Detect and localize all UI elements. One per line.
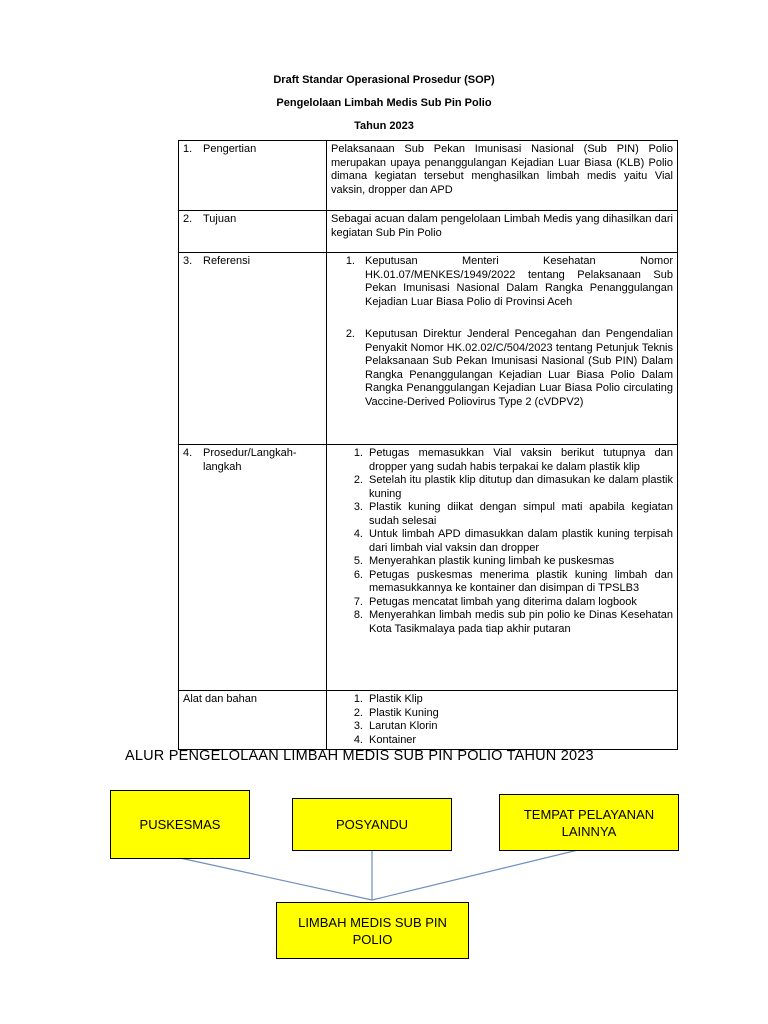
list-item: 1. Keputusan Menteri Kesehatan Nomor HK.01.07/MENKES/1949/2022 tentang Pelaksanaan Sub Pekan Imunisasi Nasional Dalam Rangka Penanggulangan Kejadian Luar Biasa Polio di Provinsi Aceh bbox=[345, 255, 673, 308]
list-item: 4. Kontainer bbox=[353, 733, 417, 746]
doc-title: Draft Standar Operasional Prosedur (SOP) bbox=[273, 74, 495, 86]
list-item: 5. Menyerahkan plastik kuning limbah ke puskesmas bbox=[353, 555, 615, 567]
row-label: Referensi bbox=[203, 255, 251, 267]
box-limbah-medis: LIMBAH MEDIS SUB PIN POLIO bbox=[276, 902, 469, 959]
doc-subtitle: Pengelolaan Limbah Medis Sub Pin Polio bbox=[276, 97, 492, 109]
list-item: 4. Untuk limbah APD dimasukkan dalam plastik kuning terpisah dari limbah vial vaksin dan dropper bbox=[353, 528, 673, 554]
list-item: 7. Petugas mencatat limbah yang diterima dalam logbook bbox=[353, 595, 637, 608]
connector-puskesmas bbox=[180, 858, 372, 900]
row-label: Pengertian bbox=[203, 143, 257, 155]
list-item: 8. Menyerahkan limbah medis sub pin polio ke Dinas Kesehatan Kota Tasikmalaya pada tiap akhir putaran bbox=[353, 609, 673, 635]
list-item: 1. Petugas memasukkan Vial vaksin berikut tutupnya dan dropper yang sudah habis terpakai ke dalam plastik klip bbox=[353, 447, 673, 473]
box-posyandu: POSYANDU bbox=[292, 798, 452, 851]
doc-year: Tahun 2023 bbox=[354, 120, 414, 132]
row-content: Pelaksanaan Sub Pekan Imunisasi Nasional (Sub PIN) Polio merupakan upaya penanggulangan Kejadian Luar Biasa (KLB) Polio dimana kegiatan tersebut menghasilkan limbah medis yaitu Vial vaksin, dropper dan APD bbox=[327, 141, 678, 211]
row-number: 4. bbox=[183, 447, 193, 459]
list-item: 2. Plastik Kuning bbox=[353, 706, 439, 719]
box-tempat-pelayanan: TEMPAT PELAYANAN LAINNYA bbox=[499, 794, 679, 851]
row-content: Sebagai acuan dalam pengelolaan Limbah Medis yang dihasilkan dari kegiatan Sub Pin Polio bbox=[327, 211, 678, 253]
row-label: Tujuan bbox=[203, 213, 237, 225]
list-item: 6. Petugas puskesmas menerima plastik kuning limbah dan memasukkannya ke kontainer dan disimpan di TPSLB3 bbox=[353, 568, 673, 594]
list-item: 3. Plastik kuning diikat dengan simpul mati apabila kegiatan sudah selesai bbox=[353, 501, 673, 527]
row-number: 3. bbox=[183, 255, 193, 267]
list-item: 3. Larutan Klorin bbox=[353, 720, 438, 732]
row-label: Prosedur/Langkah-langkah bbox=[203, 447, 297, 473]
connector-tempat bbox=[372, 850, 578, 900]
row-number: 1. bbox=[183, 143, 193, 155]
box-puskesmas: PUSKESMAS bbox=[110, 790, 250, 859]
row-number: 2. bbox=[183, 213, 193, 225]
list-item: 1. Plastik Klip bbox=[353, 693, 423, 705]
list-item: 2. Setelah itu plastik klip ditutup dan dimasukan ke dalam plastik kuning bbox=[353, 474, 673, 500]
flow-title: ALUR PENGELOLAAN LIMBAH MEDIS SUB PIN POLIO TAHUN 2023 bbox=[125, 748, 594, 764]
list-item: 2. Keputusan Direktur Jenderal Pencegahan dan Pengendalian Penyakit Nomor HK.02.02/C/504/2023 tentang Petunjuk Teknis Pelaksanaan Sub Pekan Imunisasi Nasional (Sub PIN) Dalam Rangka Penanggulangan Kejadian Luar Biasa Polio Dalam Rangka Penanggulangan Kejadian Luar Biasa Polio circulating Vaccine-Derived Poliovirus Type 2 (cVDPV2) bbox=[345, 328, 673, 408]
row-label: Alat dan bahan bbox=[183, 693, 258, 705]
